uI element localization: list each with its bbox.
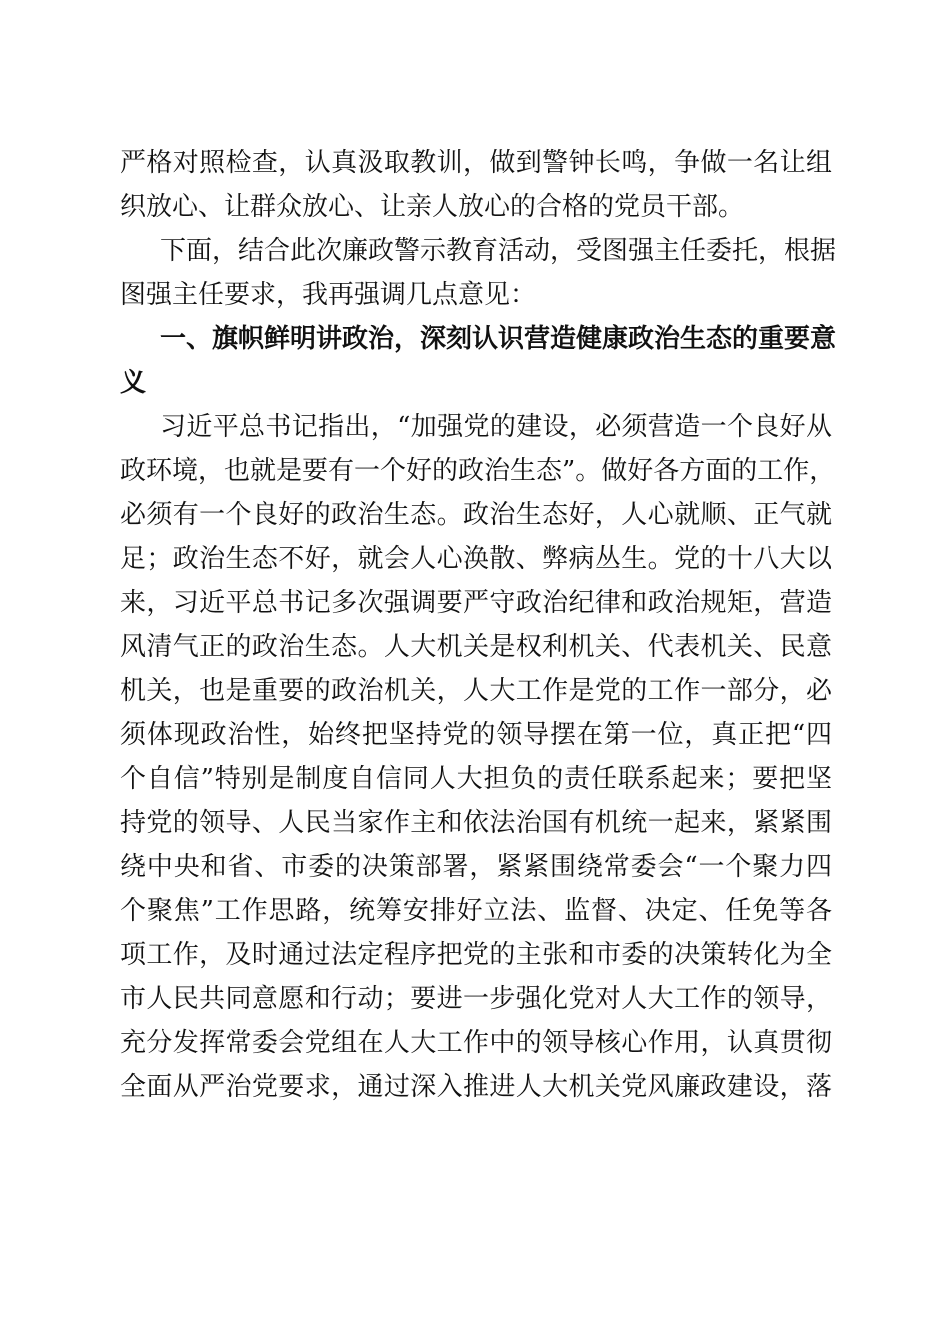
paragraph-3-line-12: 个聚焦”工作思路，统筹安排好立法、监督、决定、任免等各 [120,896,832,926]
paragraph-3-line-14: 市人民共同意愿和行动；要进一步强化党对人大工作的领导， [120,984,832,1014]
paragraph-3-line-15: 充分发挥常委会党组在人大工作中的领导核心作用，认真贯彻 [120,1028,832,1058]
paragraph-2-line-2: 图强主任要求，我再强调几点意见： [120,280,537,310]
paragraph-3-line-16: 全面从严治党要求，通过深入推进人大机关党风廉政建设，落 [120,1072,832,1102]
paragraph-3-line-7: 机关，也是重要的政治机关，人大工作是党的工作一部分，必 [120,676,832,706]
paragraph-3-line-9: 个自信”特别是制度自信同人大担负的责任联系起来；要把坚 [120,764,832,794]
paragraph-3-line-8: 须体现政治性，始终把坚持党的领导摆在第一位，真正把“四 [120,720,832,750]
paragraph-3-line-4: 足；政治生态不好，就会人心涣散、弊病丛生。党的十八大以 [120,544,832,574]
paragraph-3-line-13: 项工作，及时通过法定程序把党的主张和市委的决策转化为全 [120,940,832,970]
paragraph-2-line-1: 下面，结合此次廉政警示教育活动，受图强主任委托，根据 [160,236,837,266]
paragraph-3-line-5: 来，习近平总书记多次强调要严守政治纪律和政治规矩，营造 [120,588,832,618]
paragraph-3-line-10: 持党的领导、人民当家作主和依法治国有机统一起来，紧紧围 [120,808,832,838]
paragraph-3-line-1: 习近平总书记指出，“加强党的建设，必须营造一个良好从 [160,412,832,442]
section-heading-line-2: 义 [120,368,147,398]
paragraph-1-line-1: 严格对照检查，认真汲取教训，做到警钟长鸣，争做一名让组 [120,148,832,178]
paragraph-3-line-2: 政环境，也就是要有一个好的政治生态”。做好各方面的工作， [120,456,836,486]
document-body [120,141,837,1153]
paragraph-1-line-2: 织放心、让群众放心、让亲人放心的合格的党员干部。 [120,192,745,222]
paragraph-3-line-6: 风清气正的政治生态。人大机关是权利机关、代表机关、民意 [120,632,832,662]
paragraph-3-line-11: 绕中央和省、市委的决策部署，紧紧围绕常委会“一个聚力四 [120,852,832,882]
paragraph-3-line-17 [120,1109,832,1153]
section-heading-line-1: 一、旗帜鲜明讲政治，深刻认识营造健康政治生态的重要意 [160,324,837,354]
paragraph-3-line-3: 必须有一个良好的政治生态。政治生态好，人心就顺、正气就 [120,500,832,530]
